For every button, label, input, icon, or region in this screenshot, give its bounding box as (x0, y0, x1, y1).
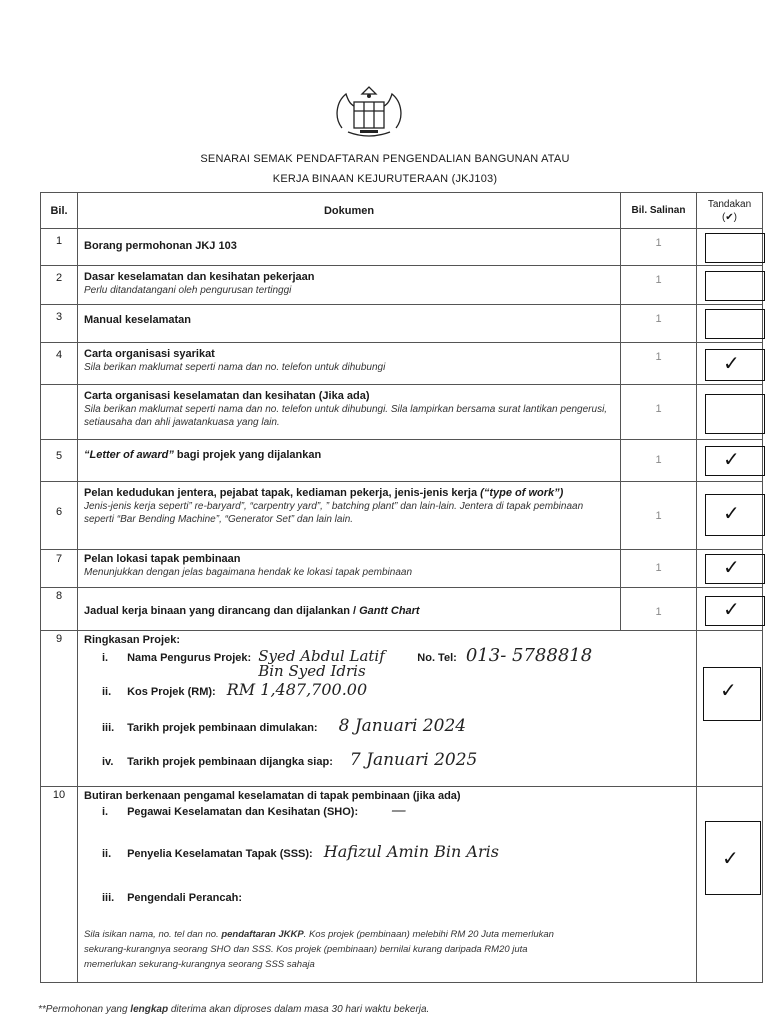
row-number (41, 385, 78, 440)
table-row (41, 266, 763, 305)
col-bil: Bil. (41, 193, 78, 229)
row-copies: 1 (621, 550, 697, 588)
checkmark-icon: ✓ (723, 597, 740, 621)
row-note: Sila berikan maklumat seperti nama dan no. telefon untuk dihubungi (84, 362, 386, 373)
row-note: Jenis-jenis kerja seperti” re-baryard”, “carpentry yard”, ” batching plant” dan lain-lain. Jentera di tapak pembinaan seperti “Bar Bending Machine”, “Generator Set” dan lain lain. (84, 501, 584, 525)
row-title-italic: Gantt Chart (359, 605, 420, 617)
ringkasan-roman: iv. (102, 756, 114, 768)
butiran-roman: i. (102, 806, 109, 818)
row-title: bagi projek yang dijalankan (173, 449, 322, 461)
checkmark-icon: ✓ (723, 555, 740, 579)
row-number: 1 (41, 229, 78, 266)
row-number: 9 (41, 631, 78, 787)
butiran-heading: Butiran berkenaan pengamal keselamatan di tapak pembinaan (jika ada) (84, 790, 461, 802)
ringkasan-label: Tarikh projek pembinaan dimulakan: (127, 722, 318, 734)
row-note: Perlu ditandatangani oleh pengurusan tertinggi (84, 285, 292, 296)
butiran-note-bold: pendaftaran JKKP (221, 929, 304, 940)
butiran-roman: iii. (102, 892, 115, 904)
ringkasan-roman: i. (102, 652, 109, 664)
table-row (41, 631, 763, 787)
checkmark-icon: ✓ (723, 351, 740, 375)
row-number: 8 (41, 588, 78, 631)
col-tandakan-mark: (✔) (721, 211, 738, 223)
sho-value: — (391, 801, 407, 819)
row-copies: 1 (621, 385, 697, 440)
col-salinan: Bil. Salinan (621, 193, 697, 229)
tel-value: 013- 5788818 (465, 645, 593, 666)
row-title: Carta organisasi syarikat (84, 348, 215, 360)
col-tandakan-label: Tandakan (707, 198, 752, 210)
row-note: Sila berikan maklumat seperti nama dan no. telefon untuk dihubungi. Sila lampirkan bersama surat lantikan pengerusi, setiausaha dan ahli jawatankuasa yang lain. (84, 404, 608, 428)
butiran-roman: ii. (102, 848, 112, 860)
table-row (41, 305, 763, 343)
ringkasan-item (102, 645, 632, 680)
row-copies: 1 (621, 266, 697, 305)
row-copies: 1 (621, 229, 697, 266)
checkbox-checked[interactable] (705, 446, 765, 476)
row-copies: 1 (621, 440, 697, 482)
coat-of-arms-icon (328, 84, 410, 142)
checkbox-checked[interactable] (705, 596, 765, 626)
ringkasan-heading: Ringkasan Projek: (84, 634, 180, 646)
row-number: 6 (41, 482, 78, 550)
ringkasan-label: Tarikh projek pembinaan dijangka siap: (127, 756, 333, 768)
row-title-italic: (“type of work”) (480, 487, 564, 499)
checkbox-empty[interactable] (705, 271, 765, 301)
butiran-note-prefix: Sila isikan nama, no. tel dan no. (84, 929, 222, 940)
butiran-label: Pengendali Perancah: (127, 892, 242, 904)
checklist-table (40, 192, 763, 983)
footer-note (38, 1004, 429, 1015)
table-row (41, 588, 763, 631)
checkbox-checked[interactable] (705, 494, 765, 536)
checkbox-empty[interactable] (705, 309, 765, 339)
tel-label: No. Tel: (417, 652, 457, 664)
checkmark-icon: ✓ (720, 678, 737, 702)
row-number: 7 (41, 550, 78, 588)
table-row (41, 343, 763, 385)
header-row (41, 193, 763, 229)
ringkasan-item (102, 680, 368, 699)
sss-value: Hafizul Amin Bin Aris (323, 842, 499, 861)
row-title: Dasar keselamatan dan kesihatan pekerjaan (84, 271, 315, 283)
checkbox-empty[interactable] (705, 233, 765, 263)
row-title: Carta organisasi keselamatan dan kesihatan (Jika ada) (84, 390, 370, 402)
row-copies: 1 (621, 305, 697, 343)
butiran-note-rest: . Kos projek (pembinaan) melebihi RM 20 Juta memerlukan sekurang-kurangnya seorang SHO dan SSS. Kos projek (pembinaan) bernilai kurang daripada RM20 juta memerlukan sekurang-kurangnya seorang SSS sahaja (84, 929, 554, 970)
row-number: 5 (41, 440, 78, 482)
row-note: Menunjukkan dengan jelas bagaimana hendak ke lokasi tapak pembinaan (84, 567, 413, 578)
butiran-label: Pegawai Keselamatan dan Kesihatan (SHO): (127, 806, 359, 818)
ringkasan-label: Kos Projek (RM): (127, 686, 216, 698)
col-tandakan (697, 193, 763, 229)
table-row (41, 787, 763, 983)
checkbox-checked[interactable] (705, 821, 761, 895)
butiran-item (102, 889, 242, 905)
table-row (41, 550, 763, 588)
row-title-italic: “Letter of award” (84, 449, 174, 461)
row-title: Pelan kedudukan jentera, pejabat tapak, kediaman pekerja, jenis-jenis kerja (84, 487, 481, 499)
ringkasan-roman: iii. (102, 722, 115, 734)
col-dokumen: Dokumen (78, 193, 621, 229)
project-cost-value: RM 1,487,700.00 (226, 680, 368, 699)
row-title: Jadual kerja binaan yang dirancang dan dijalankan / (84, 605, 360, 617)
end-date-value: 7 Januari 2025 (349, 750, 478, 770)
butiran-label: Penyelia Keselamatan Tapak (SSS): (127, 848, 313, 860)
row-copies: 1 (621, 482, 697, 550)
row-title: Manual keselamatan (84, 314, 191, 326)
row-number: 4 (41, 343, 78, 385)
checkmark-icon: ✓ (723, 501, 740, 525)
row-number: 10 (41, 787, 78, 983)
checkbox-checked[interactable] (705, 349, 765, 381)
table-row (41, 482, 763, 550)
checkbox-empty[interactable] (705, 394, 765, 434)
row-title: Borang permohonan JKJ 103 (84, 240, 237, 252)
butiran-item (102, 842, 499, 861)
butiran-item (102, 803, 406, 819)
start-date-value: 8 Januari 2024 (338, 716, 467, 736)
butiran-note (84, 927, 572, 972)
checkbox-checked[interactable] (705, 554, 765, 584)
row-copies: 1 (621, 588, 697, 631)
footer-prefix: **Permohonan yang (38, 1004, 131, 1015)
form-title-line-2: KERJA BINAAN KEJURUTERAAN (JKJ103) (272, 173, 498, 185)
ringkasan-roman: ii. (102, 686, 112, 698)
table-row (41, 440, 763, 482)
checkmark-icon: ✓ (722, 846, 739, 870)
form-title-line-1: SENARAI SEMAK PENDAFTARAN PENGENDALIAN BANGUNAN ATAU (200, 153, 570, 165)
footer-bold: lengkap (130, 1004, 169, 1015)
table-row (41, 385, 763, 440)
ringkasan-item (102, 750, 478, 770)
checkbox-checked[interactable] (703, 667, 761, 721)
ringkasan-item (102, 716, 467, 736)
row-copies: 1 (621, 343, 697, 385)
checkmark-icon: ✓ (723, 447, 740, 471)
row-number: 2 (41, 266, 78, 305)
table-row (41, 229, 763, 266)
project-manager-value: Syed Abdul Latif Bin Syed Idris (258, 647, 385, 680)
ringkasan-label: Nama Pengurus Projek: (127, 652, 252, 664)
row-title: Pelan lokasi tapak pembinaan (84, 553, 241, 565)
row-number: 3 (41, 305, 78, 343)
footer-rest: diterima akan diproses dalam masa 30 hari waktu bekerja. (168, 1004, 430, 1015)
